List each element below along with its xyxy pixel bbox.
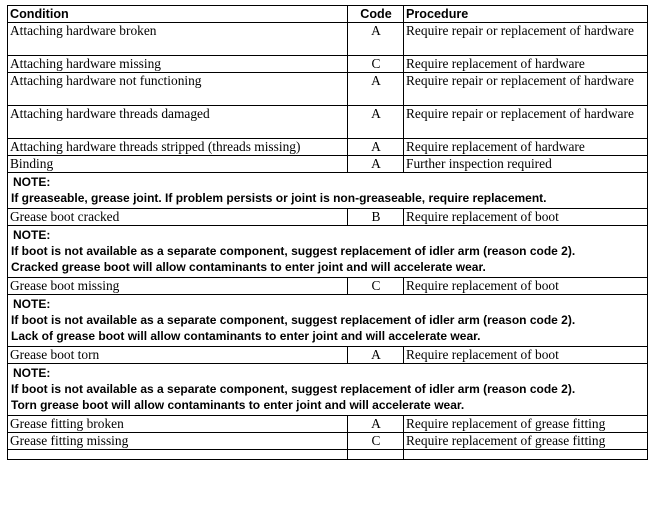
inspection-table <box>7 5 648 460</box>
code-cell: A <box>348 139 404 156</box>
procedure-cell: Require replacement of grease fitting <box>404 433 648 450</box>
note-text: If boot is not available as a separate component, suggest replacement of idler arm (reason code 2). <box>11 382 576 396</box>
code-cell: A <box>348 106 404 139</box>
condition-cell: Attaching hardware threads stripped (threads missing) <box>8 139 348 156</box>
condition-cell: Attaching hardware broken <box>8 23 348 56</box>
note-text: If greaseable, grease joint. If problem persists or joint is non-greaseable, require replacement. <box>11 191 547 205</box>
note-cell <box>8 295 648 347</box>
note-title: NOTE: <box>13 175 51 189</box>
table-row <box>8 106 648 139</box>
note-text: If boot is not available as a separate component, suggest replacement of idler arm (reason code 2). <box>11 244 576 258</box>
table-row <box>8 23 648 56</box>
condition-cell: Binding <box>8 156 348 173</box>
condition-cell: Grease fitting missing <box>8 433 348 450</box>
note-text: Lack of grease boot will allow contaminants to enter joint and will accelerate wear. <box>11 329 481 343</box>
procedure-cell: Require replacement of grease fitting <box>404 416 648 433</box>
note-title: NOTE: <box>13 297 51 311</box>
code-cell: C <box>348 433 404 450</box>
condition-cell: Attaching hardware missing <box>8 56 348 73</box>
note-row <box>8 295 648 347</box>
note-row <box>8 173 648 209</box>
procedure-cell: Require replacement of hardware <box>404 139 648 156</box>
column-header-condition: Condition <box>8 6 348 23</box>
code-cell: B <box>348 209 404 226</box>
procedure-cell: Require replacement of boot <box>404 209 648 226</box>
code-cell: A <box>348 156 404 173</box>
procedure-cell-empty <box>404 450 648 460</box>
table-row <box>8 416 648 433</box>
procedure-cell: Require repair or replacement of hardware <box>404 106 648 139</box>
note-text: Torn grease boot will allow contaminants to enter joint and will accelerate wear. <box>11 398 465 412</box>
condition-cell-empty <box>8 450 348 460</box>
table-row <box>8 209 648 226</box>
table-row-empty <box>8 450 648 460</box>
note-title: NOTE: <box>13 228 51 242</box>
code-cell: A <box>348 347 404 364</box>
table-row <box>8 156 648 173</box>
code-cell-empty <box>348 450 404 460</box>
procedure-cell: Further inspection required <box>404 156 648 173</box>
note-text: If boot is not available as a separate component, suggest replacement of idler arm (reason code 2). <box>11 313 576 327</box>
procedure-cell: Require repair or replacement of hardware <box>404 23 648 56</box>
table-row <box>8 56 648 73</box>
condition-cell: Attaching hardware threads damaged <box>8 106 348 139</box>
procedure-cell: Require replacement of boot <box>404 278 648 295</box>
condition-cell: Grease boot torn <box>8 347 348 364</box>
note-row <box>8 364 648 416</box>
table-row <box>8 347 648 364</box>
condition-cell: Grease boot missing <box>8 278 348 295</box>
column-header-code: Code <box>348 6 404 23</box>
code-cell: C <box>348 278 404 295</box>
code-cell: A <box>348 23 404 56</box>
code-cell: C <box>348 56 404 73</box>
note-cell <box>8 364 648 416</box>
procedure-cell: Require replacement of boot <box>404 347 648 364</box>
code-cell: A <box>348 73 404 106</box>
note-row <box>8 226 648 278</box>
note-cell <box>8 226 648 278</box>
code-cell: A <box>348 416 404 433</box>
column-header-procedure: Procedure <box>404 6 648 23</box>
table-row <box>8 433 648 450</box>
table-header-row <box>8 6 648 23</box>
note-text: Cracked grease boot will allow contaminants to enter joint and will accelerate wear. <box>11 260 486 274</box>
procedure-cell: Require replacement of hardware <box>404 56 648 73</box>
condition-cell: Attaching hardware not functioning <box>8 73 348 106</box>
condition-cell: Grease boot cracked <box>8 209 348 226</box>
table-row <box>8 73 648 106</box>
condition-cell: Grease fitting broken <box>8 416 348 433</box>
procedure-cell: Require repair or replacement of hardware <box>404 73 648 106</box>
note-title: NOTE: <box>13 366 51 380</box>
note-cell <box>8 173 648 209</box>
table-row <box>8 139 648 156</box>
table-row <box>8 278 648 295</box>
